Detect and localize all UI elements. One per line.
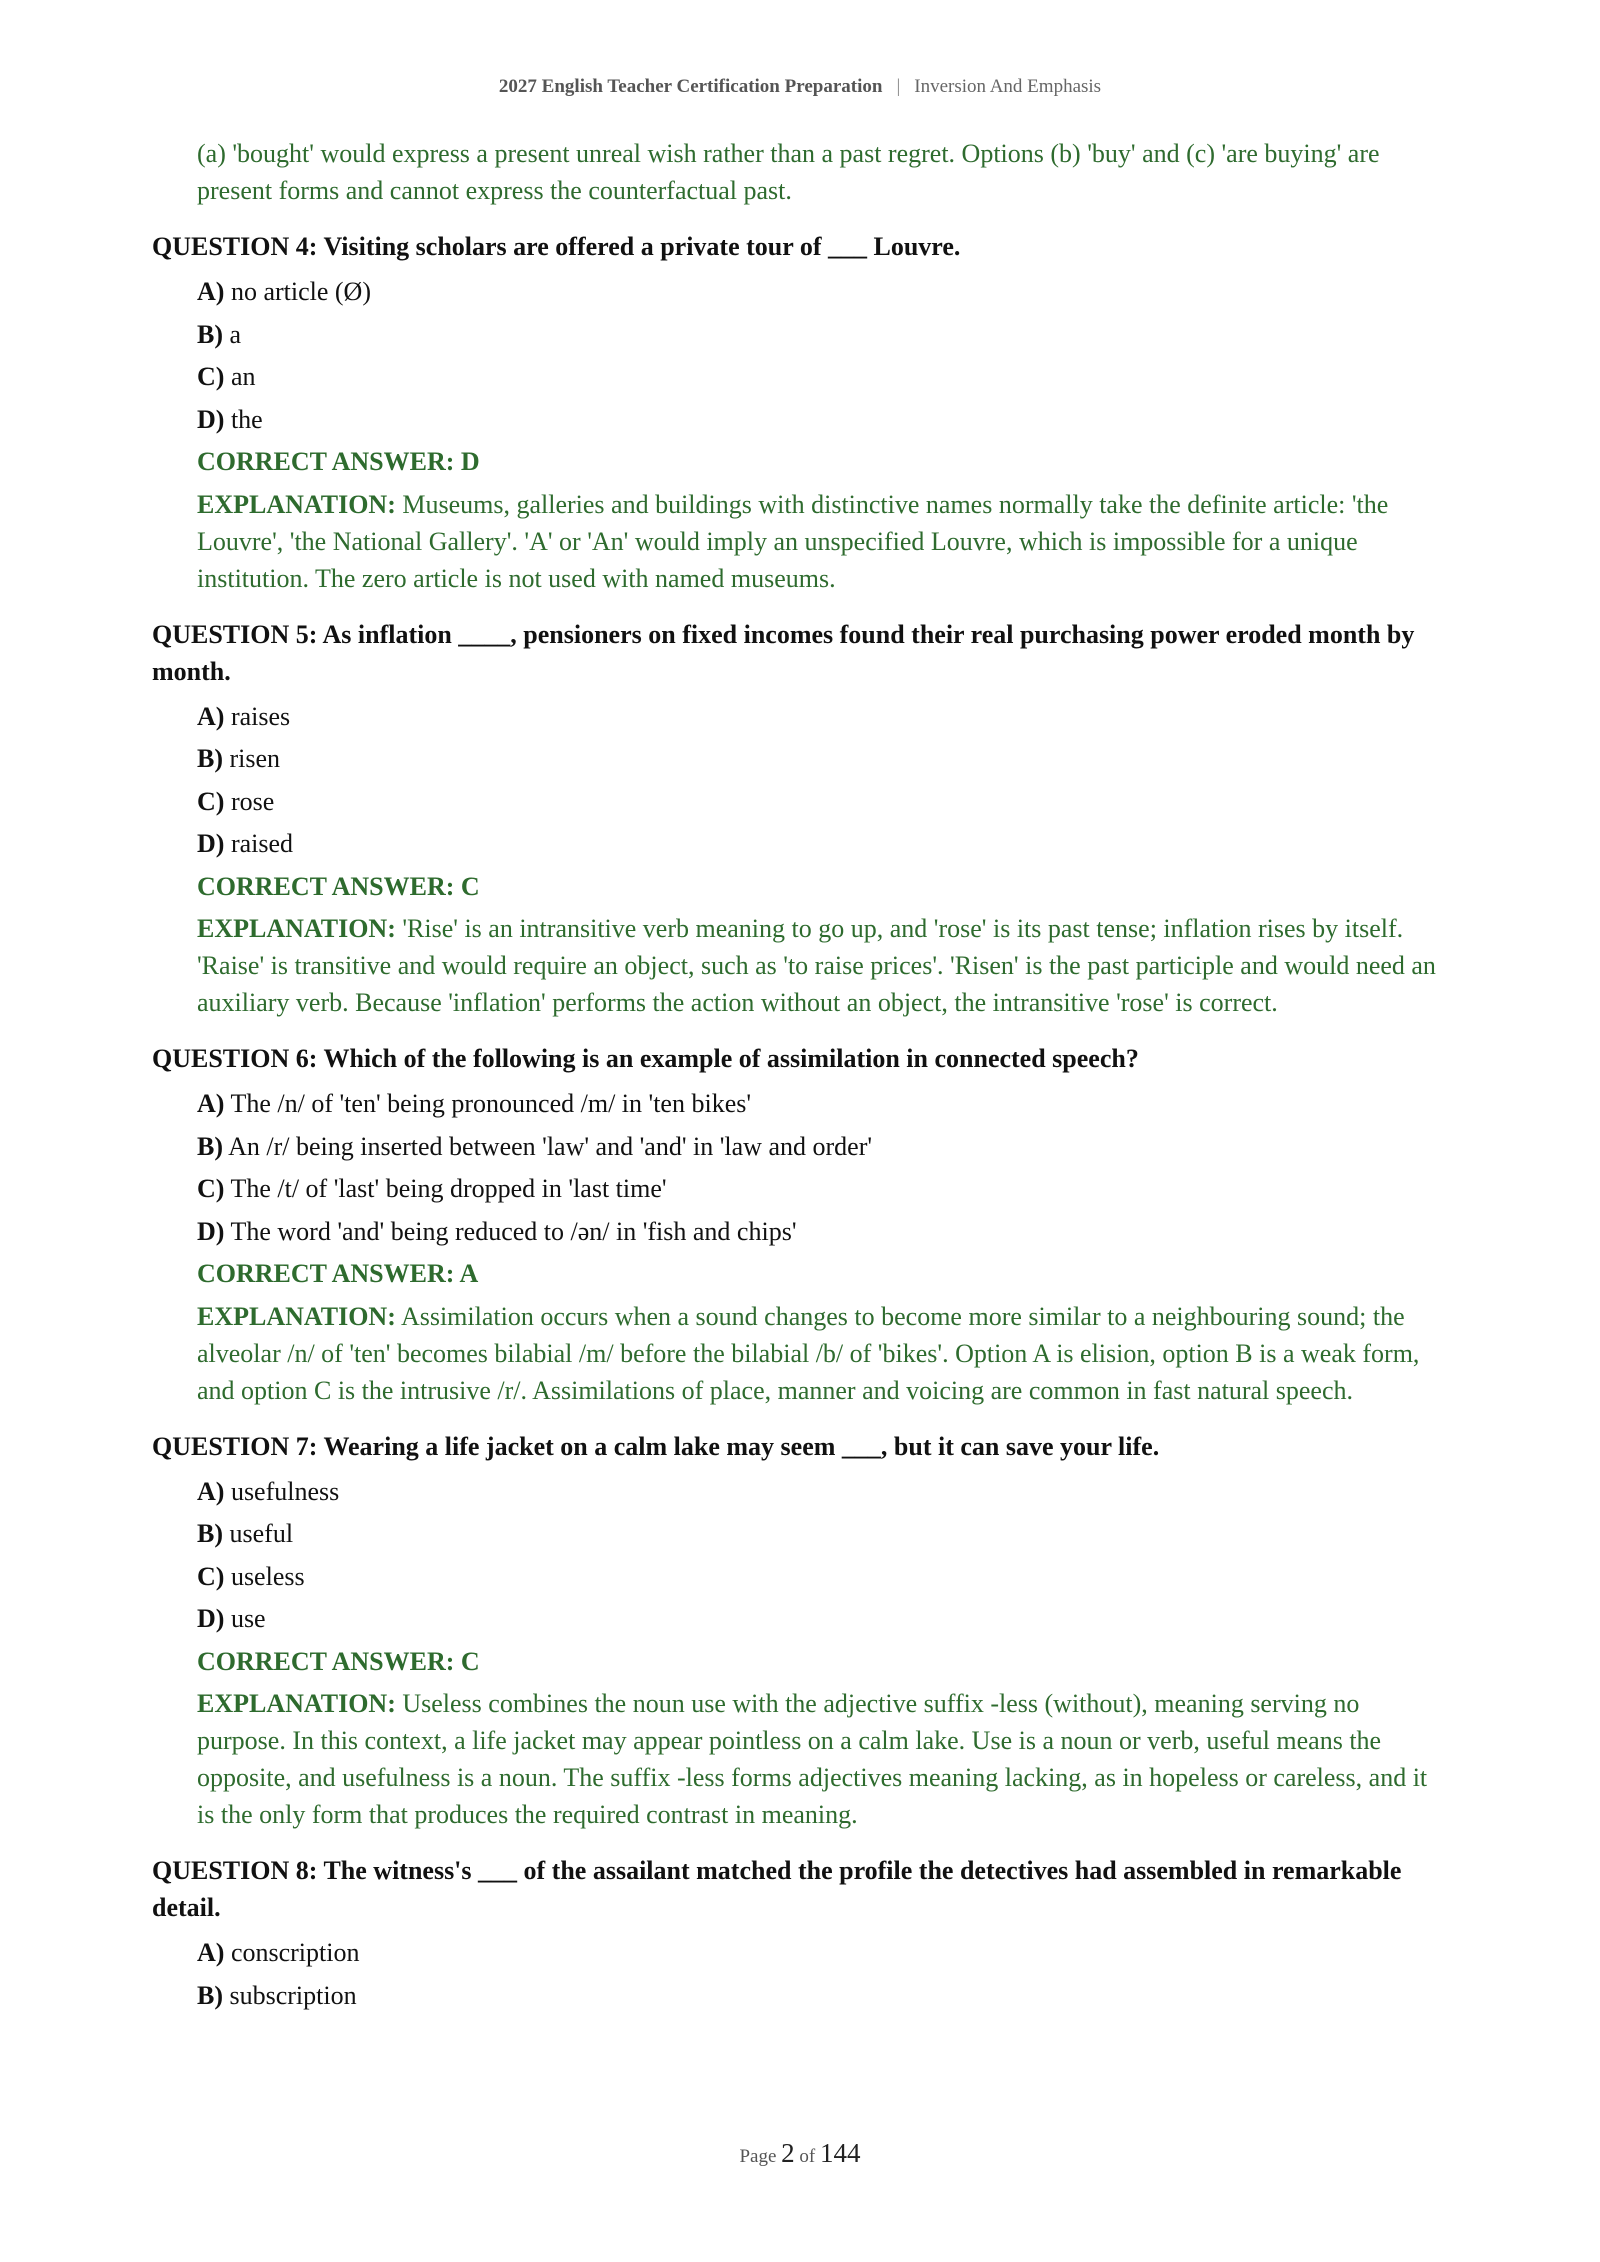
header-title: 2027 English Teacher Certification Preparation xyxy=(498,76,883,97)
option-text: An /r/ being inserted between 'law' and 'and' in 'law and order' xyxy=(228,1131,873,1161)
option-list xyxy=(197,271,1447,441)
correct-answer: CORRECT ANSWER: A xyxy=(197,1259,479,1288)
question-stem: QUESTION 4: Visiting scholars are offered a private tour of ___ Louvre. xyxy=(152,232,961,261)
option-item xyxy=(197,314,1447,357)
header-section: Inversion And Emphasis xyxy=(914,76,1102,97)
option-text: no article (Ø) xyxy=(230,277,371,306)
option-text: subscription xyxy=(229,1980,357,2010)
explanation-text: Museums, galleries and buildings with distinctive names normally take the definite article: 'the Louvre', 'the National Gallery'. 'A' or 'An' would imply an unspecified Louvre, which is impossible for a unique institution. The zero article is not used with named museums. xyxy=(197,489,1389,593)
option-letter: D) xyxy=(197,1604,225,1633)
option-text: The /n/ of 'ten' being pronounced /m/ in 'ten bikes' xyxy=(230,1089,752,1118)
explanation-label: EXPLANATION: xyxy=(197,1689,396,1718)
question-stem: QUESTION 6: Which of the following is an example of assimilation in connected speech? xyxy=(152,1044,1139,1073)
option-letter: B) xyxy=(197,319,223,349)
option-list xyxy=(197,1471,1447,1641)
option-text: the xyxy=(230,404,263,434)
option-item xyxy=(197,1598,1447,1641)
explanation-text: Assimilation occurs when a sound changes to become more similar to a neighbouring sound; the alveolar /n/ of 'ten' becomes bilabial /m/ before the bilabial /b/ of 'bikes'. Option A is elision, option B is a weak form, and option C is the intrusive /r/. Assimilations of place, manner and voicing are common in fast natural speech. xyxy=(197,1301,1420,1405)
page-footer xyxy=(0,2138,1600,2169)
explanation-label: EXPLANATION: xyxy=(197,1301,396,1331)
explanation xyxy=(197,486,1447,597)
question-stem: QUESTION 7: Wearing a life jacket on a calm lake may seem ___, but it can save your life. xyxy=(152,1431,1160,1461)
correct-answer: CORRECT ANSWER: C xyxy=(197,1646,480,1676)
page-content xyxy=(152,135,1447,2036)
total-pages: 144 xyxy=(820,2138,861,2168)
question-stem: QUESTION 5: As inflation ____, pensioners on fixed incomes found their real purchasing power eroded month by month. xyxy=(152,619,1415,686)
option-item xyxy=(197,1083,1447,1126)
option-item xyxy=(197,823,1447,866)
option-letter: B) xyxy=(197,1980,223,2010)
header-separator: | xyxy=(896,76,901,97)
option-letter: C) xyxy=(197,1174,225,1203)
question-block xyxy=(152,1852,1447,2017)
question-block xyxy=(152,228,1447,597)
explanation-text: Useless combines the noun use with the adjective suffix -less (without), meaning serving no purpose. In this context, a life jacket may appear pointless on a calm lake. Use is a noun or verb, useful means the opposite, and usefulness is a noun. The suffix -less forms adjectives meaning lacking, as in hopeless or careless, and it is the only form that produces the required contrast in meaning. xyxy=(197,1689,1428,1829)
option-item xyxy=(197,1975,1447,2018)
option-item xyxy=(197,1168,1447,1211)
explanation-label: EXPLANATION: xyxy=(197,914,396,943)
correct-answer: CORRECT ANSWER: D xyxy=(197,447,480,476)
option-item xyxy=(197,781,1447,824)
option-list xyxy=(197,1932,1447,2017)
option-text: useful xyxy=(229,1519,294,1548)
option-letter: C) xyxy=(197,1561,225,1591)
option-item xyxy=(197,738,1447,781)
option-letter: A) xyxy=(197,1089,225,1118)
option-letter: D) xyxy=(197,1216,225,1246)
option-text: raises xyxy=(230,701,291,731)
of-label: of xyxy=(799,2146,816,2167)
option-item xyxy=(197,1211,1447,1254)
option-letter: B) xyxy=(197,744,223,773)
option-item xyxy=(197,1513,1447,1556)
option-text: usefulness xyxy=(230,1476,340,1506)
option-text: risen xyxy=(229,744,281,773)
explanation xyxy=(197,910,1447,1021)
option-letter: C) xyxy=(197,786,225,816)
option-letter: B) xyxy=(197,1519,223,1548)
option-letter: D) xyxy=(197,404,225,434)
option-letter: C) xyxy=(197,362,225,391)
option-list xyxy=(197,1083,1447,1253)
option-letter: B) xyxy=(197,1131,223,1161)
correct-answer: CORRECT ANSWER: C xyxy=(197,871,480,901)
running-header xyxy=(0,76,1600,98)
option-letter: A) xyxy=(197,1476,225,1506)
option-item xyxy=(197,696,1447,739)
question-block xyxy=(152,1040,1447,1409)
question-block xyxy=(152,1428,1447,1834)
explanation xyxy=(197,1298,1447,1409)
page-number: 2 xyxy=(781,2138,795,2168)
option-letter: A) xyxy=(197,1938,225,1967)
question-stem: QUESTION 8: The witness's ___ of the assailant matched the profile the detectives had assembled in remarkable detail. xyxy=(152,1856,1402,1922)
option-item xyxy=(197,356,1447,399)
option-text: raised xyxy=(230,829,294,858)
explanation xyxy=(197,1685,1447,1833)
option-letter: D) xyxy=(197,829,225,858)
question-block xyxy=(152,616,1447,1022)
option-text: use xyxy=(230,1604,266,1633)
option-list xyxy=(197,696,1447,866)
option-letter: A) xyxy=(197,701,225,731)
option-item xyxy=(197,1932,1447,1975)
option-text: a xyxy=(229,319,242,349)
option-item xyxy=(197,1471,1447,1514)
option-text: an xyxy=(230,362,256,391)
explanation-text: 'Rise' is an intransitive verb meaning to go up, and 'rose' is its past tense; inflation rises by itself. 'Raise' is transitive and would require an object, such as 'to raise prices'. 'Risen' is the past participle and would need an auxiliary verb. Because 'inflation' performs the action without an object, the intransitive 'rose' is correct. xyxy=(197,914,1436,1017)
option-text: The word 'and' being reduced to /ən/ in 'fish and chips' xyxy=(230,1216,797,1246)
option-text: The /t/ of 'last' being dropped in 'last time' xyxy=(230,1174,667,1203)
option-text: useless xyxy=(230,1561,305,1591)
option-item xyxy=(197,1126,1447,1169)
page-label: Page xyxy=(739,2146,777,2167)
option-text: conscription xyxy=(230,1938,360,1967)
explanation-label: EXPLANATION: xyxy=(197,489,396,519)
option-item xyxy=(197,399,1447,442)
option-letter: A) xyxy=(197,277,225,306)
carryover-explanation: (a) 'bought' would express a present unreal wish rather than a past regret. Options (b) 'buy' and (c) 'are buying' are present forms and cannot express the counterfactual past. xyxy=(197,139,1380,205)
option-item xyxy=(197,1556,1447,1599)
option-item xyxy=(197,271,1447,314)
option-text: rose xyxy=(230,786,275,816)
